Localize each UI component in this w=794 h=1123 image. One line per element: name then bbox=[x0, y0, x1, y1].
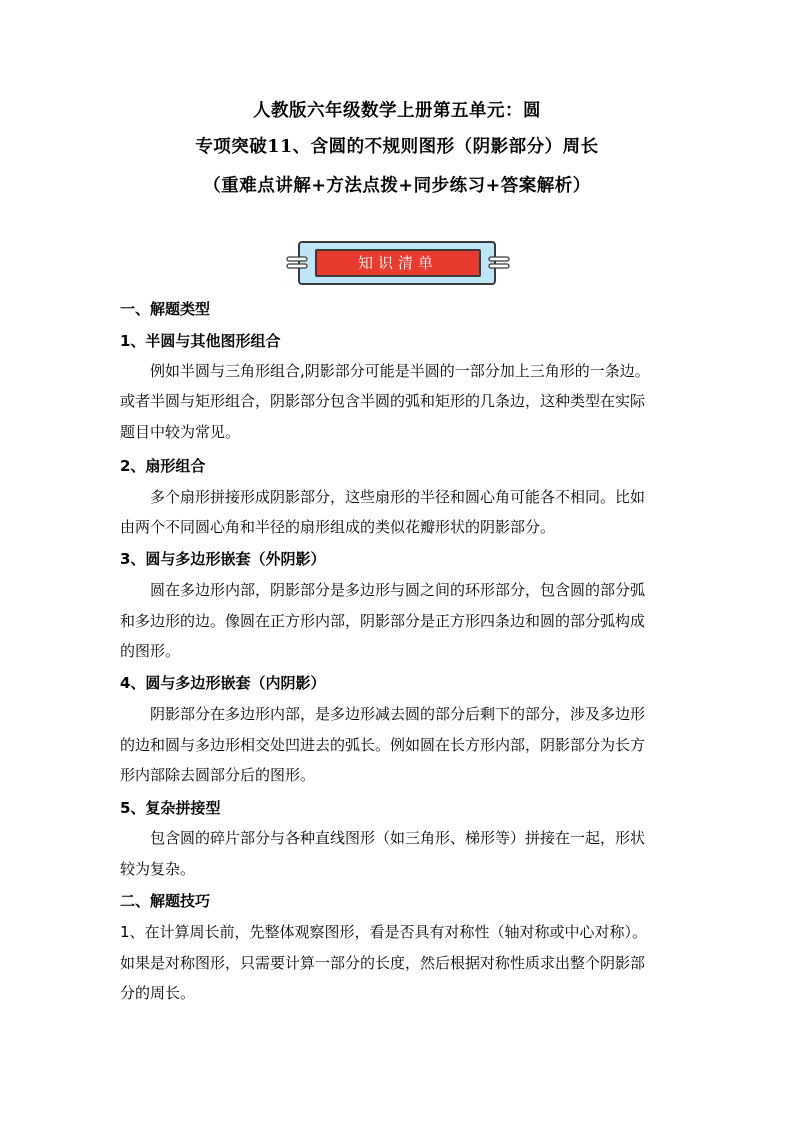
text-line: 包含圆的碎片部分与各种直线图形（如三角形、梯形等）拼接在一起，形状 bbox=[150, 829, 646, 847]
text-line: 圆在多边形内部，阴影部分是多边形与圆之间的环形部分，包含圆的部分弧 bbox=[150, 581, 646, 599]
text-line: 1、在计算周长前，先整体观察图形，看是否具有对称性（轴对称或中心对称）。 bbox=[120, 923, 648, 941]
text-line: 的边和圆与多边形相交处凹进去的弧长。例如圆在长方形内部，阴影部分为长方 bbox=[120, 736, 646, 754]
section-heading-tips: 二、解题技巧 bbox=[120, 892, 211, 910]
text-line: 由两个不同圆心角和半径的扇形组成的类似花瓣形状的阴影部分。 bbox=[120, 518, 556, 536]
text-line: 和多边形的边。像圆在正方形内部，阴影部分是正方形四条边和圆的部分弧构成 bbox=[120, 612, 646, 630]
item-heading-5: 5、复杂拼接型 bbox=[120, 799, 221, 817]
text-line: 形内部除去圆部分后的图形。 bbox=[120, 766, 316, 784]
item-heading-1: 1、半圆与其他图形组合 bbox=[120, 332, 281, 350]
text-line: 题目中较为常见。 bbox=[120, 423, 241, 441]
text-line: 或者半圆与矩形组合，阴影部分包含半圆的弧和矩形的几条边，这种类型在实际 bbox=[120, 392, 646, 410]
text-line: 分的周长。 bbox=[120, 984, 196, 1002]
item-body-5 bbox=[120, 827, 680, 887]
text-line: 多个扇形拼接形成阴影部分，这些扇形的半径和圆心角可能各不相同。比如 bbox=[150, 488, 646, 506]
text-line: 阴影部分在多边形内部，是多边形减去圆的部分后剩下的部分，涉及多边形 bbox=[150, 705, 646, 723]
document-title: 人教版六年级数学上册第五单元：圆 bbox=[253, 101, 541, 121]
section-banner bbox=[286, 241, 510, 287]
banner-pin-left-icon bbox=[286, 256, 308, 270]
banner-pin-right-icon bbox=[488, 256, 510, 270]
text-line: 的图形。 bbox=[120, 642, 181, 660]
item-heading-2: 2、扇形组合 bbox=[120, 457, 206, 475]
item-body-2 bbox=[120, 486, 680, 546]
item-body-3 bbox=[120, 579, 680, 669]
section-heading-types: 一、解题类型 bbox=[120, 300, 211, 318]
document-subtitle-note: （重难点讲解+方法点拨+同步练习+答案解析） bbox=[203, 176, 591, 196]
text-line: 例如半圆与三角形组合,阴影部分可能是半圆的一部分加上三角形的一条边。 bbox=[150, 362, 650, 380]
item-heading-3: 3、圆与多边形嵌套（外阴影） bbox=[120, 550, 326, 568]
document-subtitle: 专项突破11、含圆的不规则图形（阴影部分）周长 bbox=[195, 137, 599, 157]
text-line: 如果是对称图形，只需要计算一部分的长度，然后根据对称性质求出整个阴影部 bbox=[120, 954, 646, 972]
item-body-1 bbox=[120, 360, 680, 450]
tips-body bbox=[120, 921, 690, 1011]
banner-label: 知识清单 bbox=[315, 249, 481, 277]
item-body-4 bbox=[120, 703, 680, 793]
text-line: 较为复杂。 bbox=[120, 860, 196, 878]
item-heading-4: 4、圆与多边形嵌套（内阴影） bbox=[120, 674, 326, 692]
